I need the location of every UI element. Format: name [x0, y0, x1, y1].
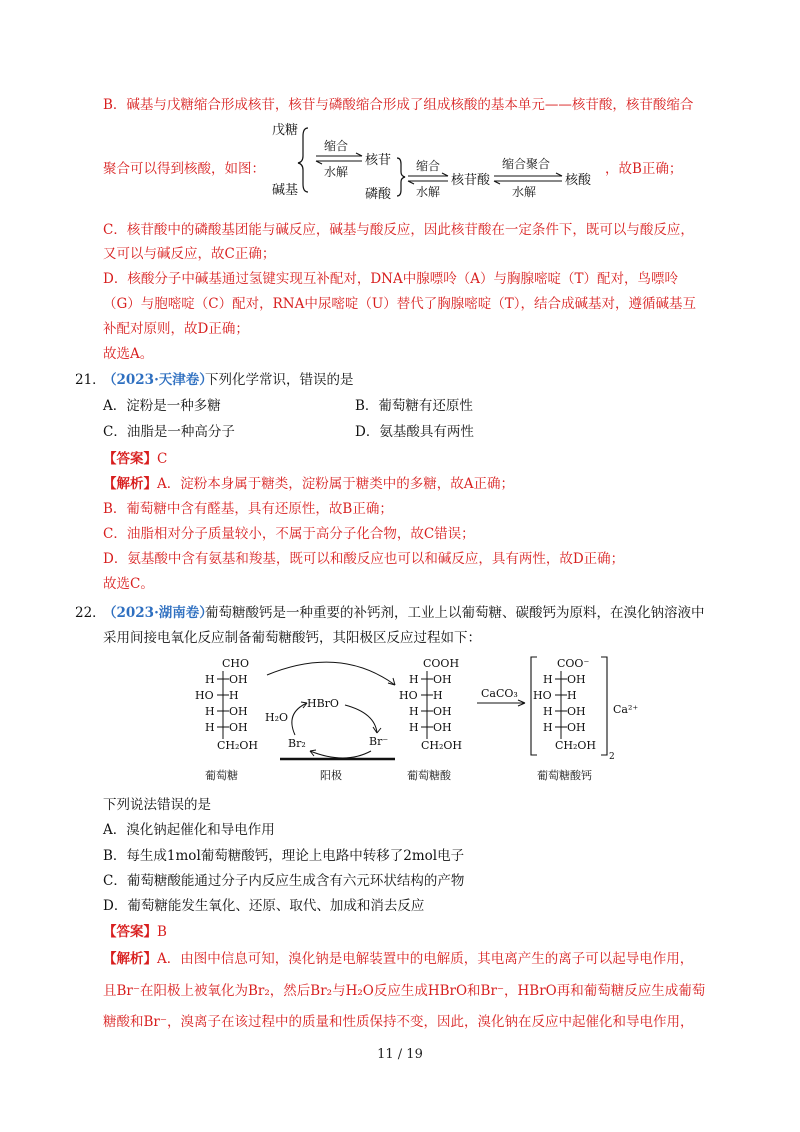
- q21-answer-value: C: [157, 451, 168, 467]
- q22-answer-label: 【答案】: [103, 924, 157, 940]
- gluconate-ca: Ca²⁺: [613, 703, 639, 716]
- gluconate-ch2oh: CH₂OH: [555, 739, 597, 752]
- scheme-nucleoside: 核苷: [365, 153, 392, 168]
- glucose-h2: H: [229, 689, 239, 702]
- cycle-br-ion: Br⁻: [369, 735, 389, 748]
- gluconic-h4: H: [409, 721, 419, 734]
- scheme-hydrolysis3: 水解: [512, 185, 537, 199]
- scheme-polymerize: 缩合聚合: [502, 157, 551, 171]
- label-anode: 阳极: [320, 769, 342, 782]
- scheme-base: 碱基: [272, 183, 299, 198]
- q22-analysis-line1: [103, 949, 693, 969]
- q22-analysis-line3: 糖酸和Br⁻，溴离子在该过程中的质量和性质保持不变，因此，溴化钠在反应中起催化和导电作用，: [103, 1014, 694, 1030]
- glucose-ch2oh: CH₂OH: [217, 739, 259, 752]
- glucose-cho: CHO: [222, 657, 250, 670]
- q22-number: 22．: [75, 605, 106, 621]
- q21-number: 21．: [75, 372, 106, 388]
- cycle-h2o: H₂O: [265, 711, 289, 724]
- gluconate-ho2: HO: [533, 689, 552, 702]
- q21-analysis-line1: [103, 474, 514, 494]
- gluconic-h1: H: [409, 673, 419, 686]
- q22-analysis-text1: A．由图中信息可知，溴化钠是电解装置中的电解质，其电离产生的离子可以起导电作用，: [157, 951, 694, 967]
- gluconate-h4: H: [543, 721, 553, 734]
- q21-stem: 下列化学常识，错误的是: [205, 372, 354, 388]
- scheme-hydrolysis2: 水解: [416, 185, 441, 199]
- q21-option-b: B．葡萄糖有还原性: [355, 398, 473, 414]
- gluconic-h3: H: [409, 705, 419, 718]
- q22-stem-line1: 葡萄糖酸钙是一种重要的补钙剂，工业上以葡萄糖、碳酸钙为原料，在溴化钠溶液中: [205, 605, 705, 621]
- gluconic-oh3: OH: [433, 705, 452, 718]
- q20-option-b-line2-pre: 聚合可以得到核酸，如图：: [103, 161, 265, 177]
- q20-option-d-line1: D．核酸分子中碱基通过氢键实现互补配对，DNA中腺嘌呤（A）与胸腺嘧啶（T）配对，鸟嘌呤: [103, 271, 678, 287]
- glucose-h4: H: [205, 721, 215, 734]
- scheme-pentose: 戊糖: [272, 123, 299, 138]
- q21-option-c: C．油脂是一种高分子: [103, 424, 235, 440]
- page-number: 11 / 19: [377, 1047, 423, 1062]
- q22-option-d: D．葡萄糖能发生氧化、还原、取代、加成和消去反应: [103, 898, 425, 914]
- caco3-reagent: CaCO₃: [481, 687, 518, 700]
- gluconate-oh4: OH: [567, 721, 586, 734]
- label-calcium-gluconate: 葡萄糖酸钙: [537, 769, 592, 782]
- q20-option-c-line2: 又可以与碱反应，故C正确；: [103, 246, 276, 262]
- label-gluconic-acid: 葡萄糖酸: [407, 769, 451, 782]
- q21-answer-label: 【答案】: [103, 451, 157, 467]
- q22-analysis-line2: 且Br⁻在阳极上被氧化为Br₂，然后Br₂与H₂O反应生成HBrO和Br⁻，HBrO再和葡萄糖反应生成葡萄: [103, 983, 706, 999]
- gluconic-oh1: OH: [433, 673, 452, 686]
- glucose-oh3: OH: [229, 705, 248, 718]
- q22-option-a: A．溴化钠起催化和导电作用: [103, 822, 275, 838]
- gluconate-h3: H: [543, 705, 553, 718]
- glucose-h1: H: [205, 673, 215, 686]
- gluconic-oh4: OH: [433, 721, 452, 734]
- nucleic-acid-scheme: [270, 118, 615, 203]
- q20-option-b-line1: B．碱基与戊糖缩合形成核苷，核苷与磷酸缩合形成了组成核酸的基本单元——核苷酸，核苷酸缩合: [103, 97, 694, 113]
- gluconic-cooh: COOH: [423, 657, 460, 670]
- scheme-nucleotide: 核苷酸: [451, 173, 491, 188]
- q20-option-c-line1: C．核苷酸中的磷酸基团能与碱反应，碱基与酸反应，因此核苷酸在一定条件下，既可以与酸反应，: [103, 222, 694, 238]
- q22-answer: [103, 922, 167, 942]
- q21-analysis-b: B．葡萄糖中含有醛基，具有还原性，故B正确；: [103, 501, 393, 517]
- gluconate-h1: H: [543, 673, 553, 686]
- label-glucose: 葡萄糖: [205, 769, 238, 782]
- anode-reaction-figure: [185, 655, 655, 785]
- q20-option-d-line3: 补配对原则，故D正确；: [103, 321, 249, 337]
- glucose-oh1: OH: [229, 673, 248, 686]
- q22-option-b: B．每生成1mol葡萄糖酸钙，理论上电路中转移了2mol电子: [103, 848, 465, 864]
- gluconic-h2: H: [433, 689, 443, 702]
- q21-analysis-label: 【解析】: [103, 476, 157, 492]
- scheme-nucleic-acid: 核酸: [565, 173, 592, 188]
- cycle-hbro: HBrO: [307, 697, 339, 710]
- gluconate-oh1: OH: [567, 673, 586, 686]
- q21-analysis-d: D．氨基酸中含有氨基和羧基，既可以和酸反应也可以和碱反应，具有两性，故D正确；: [103, 551, 625, 567]
- scheme-condense2: 缩合: [416, 159, 441, 173]
- glucose-h3: H: [205, 705, 215, 718]
- q20-option-b-line2-post: ，故B正确；: [605, 161, 683, 177]
- q21-source: （2023·天津卷）: [103, 372, 213, 388]
- q22-source: （2023·湖南卷）: [103, 605, 213, 621]
- scheme-phosphate: 磷酸: [365, 187, 392, 202]
- glucose-oh4: OH: [229, 721, 248, 734]
- q22-option-c: C．葡萄糖酸能通过分子内反应生成含有六元环状结构的产物: [103, 873, 465, 889]
- q21-conclusion: 故选C。: [103, 576, 154, 592]
- gluconate-coo: COO⁻: [557, 657, 590, 670]
- glucose-ho2: HO: [195, 689, 214, 702]
- q22-stem-line2: 采用间接电氧化反应制备葡萄糖酸钙，其阳极区反应过程如下：: [103, 630, 481, 646]
- q22-analysis-label: 【解析】: [103, 951, 157, 967]
- q21-analysis-a: A．淀粉本身属于糖类，淀粉属于糖类中的多糖，故A正确；: [157, 476, 514, 492]
- scheme-condense: 缩合: [324, 139, 349, 153]
- gluconate-subscript: 2: [609, 752, 615, 762]
- cycle-br2: Br₂: [288, 737, 306, 750]
- q20-conclusion: 故选A。: [103, 346, 154, 362]
- q22-prompt: 下列说法错误的是: [103, 797, 211, 813]
- gluconate-oh3: OH: [567, 705, 586, 718]
- q20-option-d-line2: （G）与胞嘧啶（C）配对，RNA中尿嘧啶（U）替代了胸腺嘧啶（T），结合成碱基对，遵循碱基互: [103, 296, 696, 312]
- gluconic-ho2: HO: [399, 689, 418, 702]
- q21-answer: [103, 449, 167, 469]
- q21-option-d: D．氨基酸具有两性: [355, 424, 474, 440]
- q21-analysis-c: C．油脂相对分子质量较小，不属于高分子化合物，故C错误；: [103, 526, 475, 542]
- gluconic-ch2oh: CH₂OH: [421, 739, 463, 752]
- scheme-hydrolysis: 水解: [324, 165, 349, 179]
- q21-option-a: A．淀粉是一种多糖: [103, 398, 221, 414]
- gluconate-h2: H: [567, 689, 577, 702]
- q22-answer-value: B: [157, 924, 167, 940]
